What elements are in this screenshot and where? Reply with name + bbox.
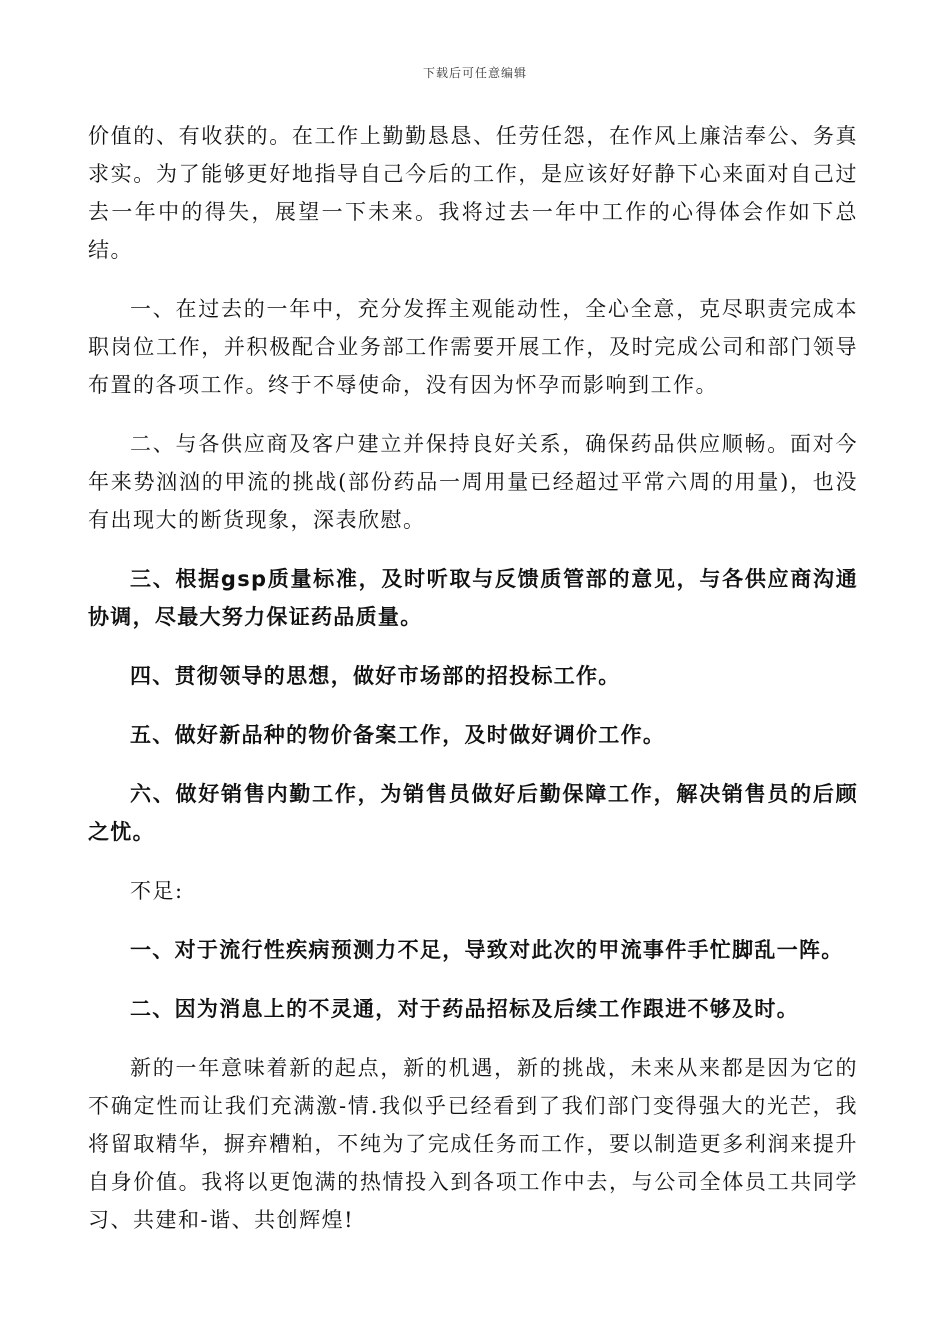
paragraph-shortcomings-heading: 不足: (130, 879, 184, 903)
paragraph-item-2: 二、与各供应商及客户建立并保持良好关系，确保药品供应顺畅。面对今年来势汹汹的甲流的挑战(部份药品一周用量已经超过平常六周的用量)，也没有出现大的断货现象，深表欣慰。 (88, 432, 858, 532)
paragraph-item-5: 五、做好新品种的物价备案工作，及时做好调价工作。 (130, 723, 666, 747)
document-body (88, 117, 858, 1260)
paragraph-shortcoming-2: 二、因为消息上的不灵通，对于药品招标及后续工作跟进不够及时。 (130, 997, 799, 1021)
paragraph-item-3: 三、根据gsp质量标准，及时听取与反馈质管部的意见，与各供应商沟通协调，尽最大努力保证药品质量。 (88, 567, 858, 629)
paragraph-item-6: 六、做好销售内勤工作，为销售员做好后勤保障工作，解决销售员的后顾之忧。 (88, 782, 858, 844)
paragraph-intro: 价值的、有收获的。在工作上勤勤恳恳、任劳任怨，在作风上廉洁奉公、务真求实。为了能够更好地指导自己今后的工作，是应该好好静下心来面对自己过去一年中的得失，展望一下未来。我将过去一年中工作的心得体会作如下总结。 (88, 124, 858, 262)
paragraph-conclusion: 新的一年意味着新的起点，新的机遇，新的挑战，未来从来都是因为它的不确定性而让我们充满激-情.我似乎已经看到了我们部门变得强大的光芒，我将留取精华，摒弃糟粕，不纯为了完成任务而工作，要以制造更多利润来提升自身价值。我将以更饱满的热情投入到各项工作中去，与公司全体员工共同学习、共建和-谐、共创辉煌! (88, 1056, 858, 1232)
paragraph-shortcoming-1: 一、对于流行性疾病预测力不足，导致对此次的甲流事件手忙脚乱一阵。 (130, 938, 844, 962)
paragraph-item-1: 一、在过去的一年中，充分发挥主观能动性，全心全意，克尽职责完成本职岗位工作，并积极配合业务部工作需要开展工作，及时完成公司和部门领导布置的各项工作。终于不辱使命，没有因为怀孕而影响到工作。 (88, 297, 858, 397)
page-header-note: 下载后可任意编辑 (422, 66, 527, 80)
paragraph-item-4: 四、贯彻领导的思想，做好市场部的招投标工作。 (130, 664, 621, 688)
